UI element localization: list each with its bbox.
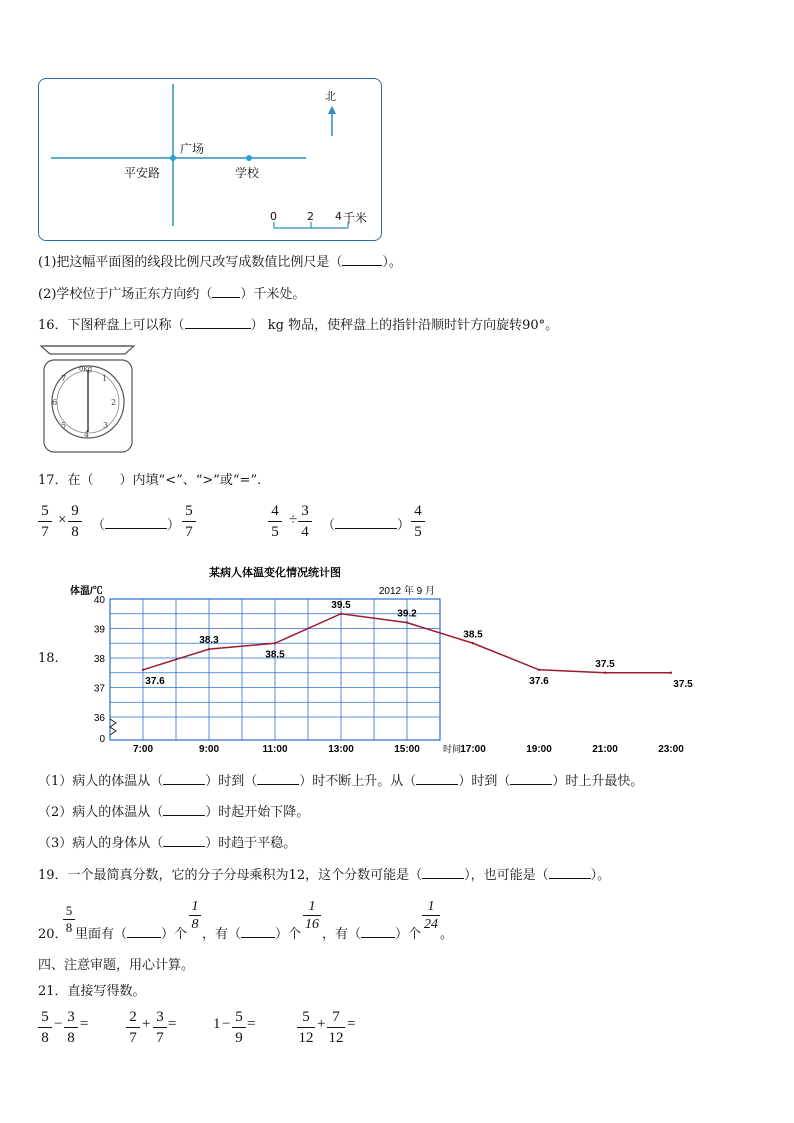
data-label: 38.5 (265, 649, 285, 661)
q16-text: 16．下图秤盘上可以称（ ） kg 物品，使秤盘上的指针沿顺时针方向旋转90°。 (38, 318, 559, 333)
data-point (142, 669, 144, 671)
data-point (274, 642, 276, 644)
data-label: 37.6 (529, 675, 549, 687)
answer-blank[interactable] (416, 784, 458, 785)
q18-part1: （1）病人的体温从（ ）时到（ ）时不断上升。从（ ）时到（ ）时上升最快。 (38, 774, 644, 789)
operator: + (317, 1016, 326, 1032)
section-heading: 四、注意审题，用心计算。 (38, 958, 195, 973)
square-label: 广场 (180, 142, 205, 156)
x-tick-label: 11:00 (262, 744, 288, 755)
data-label: 38.5 (463, 629, 483, 641)
y-tick-label: 39 (93, 624, 105, 636)
scale-tick-4: 4 (335, 210, 342, 223)
x-tick-label: 7:00 (132, 744, 154, 755)
svg-text:5: 5 (61, 421, 67, 430)
operator: − (222, 1016, 231, 1032)
y-tick-label: 40 (93, 595, 105, 606)
fraction: 1 16 (305, 899, 319, 932)
svg-text:2: 2 (111, 398, 117, 407)
x-tick-label: 23:00 (658, 744, 684, 755)
temperature-line-chart (60, 560, 693, 760)
scale-dial-drawing (38, 340, 138, 456)
school-label: 学校 (235, 166, 260, 180)
fraction: 4 5 (268, 502, 282, 541)
data-label: 37.5 (595, 658, 615, 670)
scale-unit: 千米 (343, 211, 368, 225)
answer-blank[interactable] (510, 784, 552, 785)
x-tick-label: 19:00 (526, 744, 552, 755)
fraction: 5 8 (38, 1008, 52, 1047)
data-label: 39.5 (331, 599, 351, 611)
fraction: 1 24 (424, 899, 438, 932)
operator: ÷ (289, 512, 298, 528)
q20-number: 20． (38, 927, 68, 942)
svg-text:6: 6 (52, 398, 58, 407)
q20-part2: ，有（ ）个 (202, 927, 302, 942)
x-tick-label: 17:00 (460, 744, 486, 755)
fraction: 2 7 (126, 1008, 140, 1047)
equals-sign: = (247, 1016, 256, 1032)
fraction: 1 8 (189, 899, 201, 932)
data-point (538, 669, 540, 671)
fraction: 7 12 (328, 1009, 344, 1046)
fraction: 5 9 (232, 1008, 246, 1047)
q19-text: 19．一个最简真分数，它的分子分母乘积为12，这个分数可能是（ ），也可能是（ ）。 (38, 868, 611, 883)
q21-text: 21．直接写得数。 (38, 984, 146, 999)
answer-blank[interactable] (163, 784, 205, 785)
answer-blank[interactable] (212, 297, 240, 298)
fraction: 4 5 (411, 502, 425, 541)
equals-sign: = (168, 1016, 177, 1032)
fraction: 5 8 (63, 904, 75, 935)
data-label: 37.6 (145, 675, 165, 687)
data-label: 37.5 (673, 678, 693, 690)
data-label: 38.3 (199, 635, 219, 647)
y-tick-label: 37 (93, 683, 105, 695)
svg-text:1: 1 (102, 374, 108, 383)
answer-blank[interactable] (241, 937, 275, 938)
q20-part3: ，有（ ）个 (322, 927, 422, 942)
data-point (406, 621, 408, 623)
answer-blank[interactable] (361, 937, 395, 938)
q17-text: 17．在（ ）内填“<”、“>”或“=”. (38, 473, 262, 488)
equals-sign: = (347, 1016, 356, 1032)
compare-blank-1: （ ） (92, 518, 181, 533)
fraction: 5 12 (298, 1009, 314, 1046)
y-tick-label: 36 (93, 713, 105, 724)
answer-blank[interactable] (342, 265, 382, 266)
answer-blank[interactable] (105, 528, 167, 529)
scale-tick-0: 0 (270, 210, 277, 223)
answer-blank[interactable] (163, 846, 205, 847)
integer: 1 (213, 1016, 221, 1032)
square-point (170, 155, 176, 161)
chart-title: 某病人体温变化情况统计图 (209, 567, 341, 579)
y-axis-label: 体温/℃ (70, 586, 103, 597)
answer-blank[interactable] (422, 878, 464, 879)
q20-end: 。 (440, 927, 454, 942)
fraction: 9 8 (68, 502, 82, 541)
equals-sign: = (80, 1016, 89, 1032)
data-point (340, 613, 342, 615)
answer-blank[interactable] (335, 528, 397, 529)
q18-part2: （2）病人的体温从（ ）时起开始下降。 (38, 805, 310, 820)
fraction: 3 8 (64, 1008, 78, 1047)
y-tick-label: 38 (93, 654, 105, 665)
north-label: 北 (325, 90, 336, 103)
dial-label-0kg: 0kg (79, 365, 93, 373)
answer-blank[interactable] (127, 937, 161, 938)
scale-tick-2: 2 (307, 210, 314, 223)
data-point (604, 672, 606, 674)
answer-blank[interactable] (163, 815, 205, 816)
data-label: 39.2 (397, 608, 417, 620)
data-point (670, 672, 672, 674)
data-point (472, 642, 474, 644)
q20-part1: 里面有（ ）个 (75, 927, 188, 942)
q18-number: 18. (38, 651, 59, 666)
fraction: 3 4 (298, 502, 312, 541)
operator: × (58, 512, 67, 528)
svg-text:7: 7 (61, 374, 67, 383)
answer-blank[interactable] (257, 784, 299, 785)
q15-part1: (1)把这幅平面图的线段比例尺改写成数值比例尺是（ ）。 (38, 255, 402, 270)
fraction: 5 7 (182, 502, 196, 541)
school-point (246, 155, 252, 161)
x-tick-label: 21:00 (592, 744, 618, 755)
q18-part3: （3）病人的身体从（ ）时趋于平稳。 (38, 836, 297, 851)
svg-text:3: 3 (103, 421, 109, 430)
chart-date-note: 2012 年 9 月 (378, 586, 435, 597)
x-tick-label: 9:00 (198, 744, 220, 755)
fraction: 5 7 (38, 502, 52, 541)
answer-blank[interactable] (549, 878, 591, 879)
fraction: 3 7 (153, 1008, 167, 1047)
axis-break (110, 719, 116, 735)
x-tick-label: 15:00 (394, 744, 420, 755)
compare-blank-2: （ ） (322, 518, 411, 533)
x-axis-label: 时间 (442, 744, 462, 754)
road-label: 平安路 (124, 166, 161, 180)
y-tick-label: 0 (99, 734, 105, 745)
operator: + (142, 1016, 151, 1032)
svg-text:4: 4 (84, 430, 90, 439)
operator: − (54, 1016, 63, 1032)
data-point (208, 648, 210, 650)
x-tick-label: 13:00 (328, 744, 354, 755)
answer-blank[interactable] (185, 328, 251, 329)
q15-part2: (2)学校位于广场正东方向约（ ）千米处。 (38, 287, 306, 302)
